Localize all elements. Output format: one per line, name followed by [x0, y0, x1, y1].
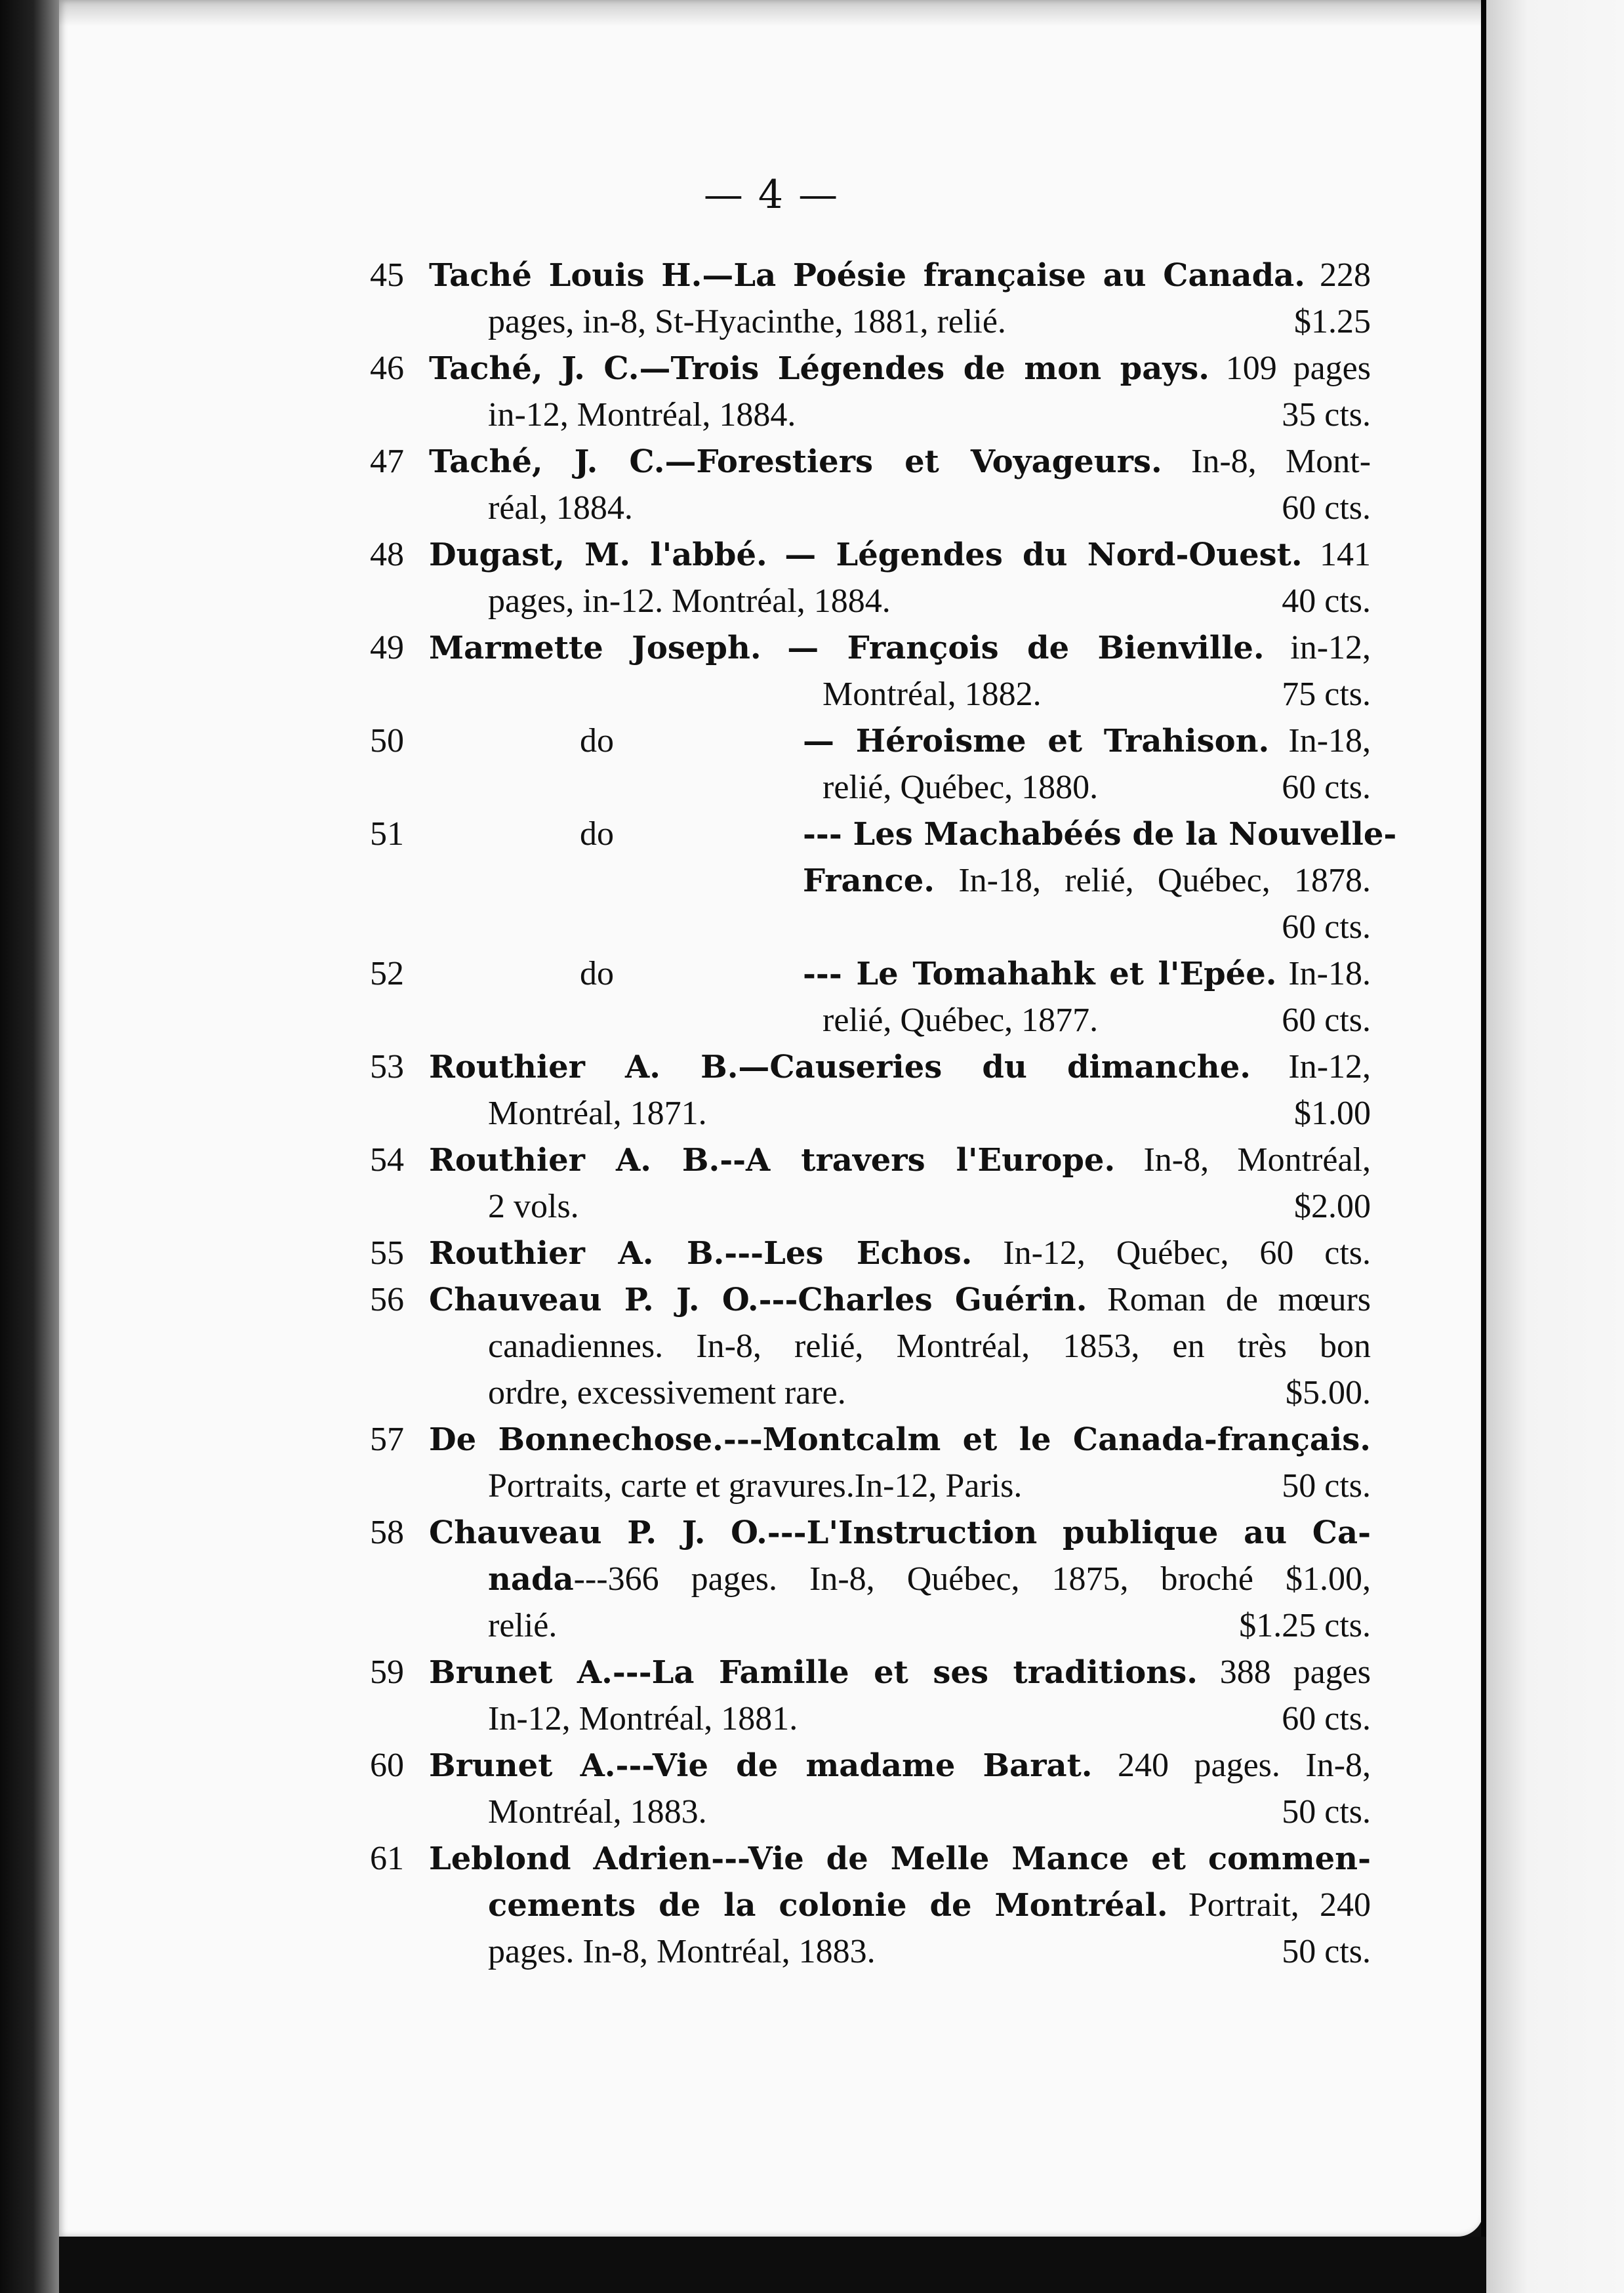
entry-title: —Causeries du dimanche. [738, 1049, 1251, 1086]
entry-details: In-12, Québec, [1003, 1234, 1229, 1272]
entry-details: 2 vols. [488, 1188, 579, 1225]
entry-details: relié. [488, 1607, 558, 1644]
catalog-entry [370, 252, 1371, 298]
entry-title: ---La Famille et ses traditions. [612, 1654, 1198, 1691]
entry-number: 59 [370, 1654, 404, 1691]
entry-number: 55 [370, 1234, 404, 1272]
entry-title: ---Charles Guérin. [758, 1282, 1087, 1318]
entry-number: 61 [370, 1840, 404, 1877]
entry-details: relié, Québec, 1877. [822, 1002, 1099, 1039]
scan-border-right [1486, 0, 1624, 2293]
entry-title: --A travers l'Europe. [720, 1142, 1116, 1179]
entry-author: Chauveau P. J. O. [429, 1282, 759, 1318]
entry-number: 51 [370, 815, 404, 853]
entry-title-continued: France. [803, 862, 935, 899]
entry-price: 60 cts. [1282, 908, 1371, 946]
entry-title: ---L'Instruction publique au Ca- [767, 1514, 1371, 1551]
entry-number: 53 [370, 1048, 404, 1086]
entry-title: —La Poésie française au Canada. [702, 257, 1305, 294]
entry-price: 60 cts. [1282, 1002, 1371, 1039]
catalog-entry [370, 1509, 1371, 1556]
entry-details: Portrait, 240 [1188, 1886, 1371, 1924]
entry-details: in-12, Montréal, 1884. [488, 396, 796, 434]
entry-author: Taché, J. C. [429, 443, 665, 480]
entry-price: 50 cts. [1282, 1467, 1371, 1505]
entry-author: Routhier A. B. [429, 1049, 739, 1086]
entry-author: Taché Louis H. [429, 257, 702, 294]
entry-details: ---366 pages. In-8, Québec, 1875, broché $1.00, [573, 1560, 1371, 1598]
entry-number: 47 [370, 443, 404, 480]
entry-title: —Forestiers et Voyageurs. [664, 443, 1162, 480]
entry-author: Dugast, M. l'abbé. [429, 537, 767, 573]
entry-title: —Trois Légendes de mon pays. [639, 350, 1209, 387]
entry-details: 228 [1320, 256, 1371, 294]
catalog-entry [370, 1137, 1371, 1183]
entry-price: $1.00 [1294, 1095, 1371, 1132]
catalog-entry [370, 811, 1397, 857]
catalog-entry [370, 950, 1371, 997]
entry-details: In-8, Mont- [1191, 443, 1371, 480]
entry-title: ---Vie de Melle Mance et commen- [711, 1840, 1371, 1877]
catalog-entry [370, 1416, 1371, 1463]
entry-title: ---Vie de madame Barat. [615, 1747, 1093, 1784]
entry-price: 40 cts. [1282, 582, 1371, 620]
catalog-entry [370, 1276, 1371, 1323]
entry-details: In-18. [1288, 955, 1371, 992]
entry-price: $1.25 [1294, 303, 1371, 340]
entry-number: 50 [370, 722, 404, 760]
entry-title-continued: nada [488, 1561, 574, 1598]
entry-number: 49 [370, 629, 404, 666]
entry-title: ---Les Echos. [724, 1235, 973, 1272]
catalog-entry [370, 1649, 1371, 1695]
entry-price: $1.25 cts. [1239, 1607, 1371, 1644]
entry-author: Leblond Adrien [429, 1840, 712, 1877]
entry-details: In-18, relié, Québec, 1878. [958, 862, 1371, 899]
entry-author: Marmette Joseph. [429, 630, 761, 666]
catalog-entry [370, 1044, 1371, 1090]
entry-details: Portraits, carte et gravures.In-12, Paris. [488, 1467, 1023, 1505]
entry-details: Montréal, 1883. [488, 1793, 707, 1831]
entry-number: 48 [370, 536, 404, 573]
entry-details: 141 [1320, 536, 1371, 573]
entry-number: 46 [370, 350, 404, 387]
entry-number: 58 [370, 1514, 404, 1551]
entry-title: — François de Bienville. [787, 630, 1265, 666]
entry-details: relié, Québec, 1880. [822, 769, 1099, 806]
scan-border-left [0, 0, 60, 2293]
entry-title: --- Le Tomahahk et l'Epée. [803, 956, 1277, 992]
entry-author: Brunet A. [429, 1747, 616, 1784]
entry-author: De Bonnechose. [429, 1421, 723, 1458]
entry-details: pages. In-8, Montréal, 1883. [488, 1933, 876, 1970]
entry-author: Chauveau P. J. O. [429, 1514, 767, 1551]
entry-number: 52 [370, 955, 404, 992]
entry-author: Routhier A. B. [429, 1235, 725, 1272]
entry-details: 388 pages [1219, 1654, 1371, 1691]
ditto-mark: do [580, 955, 614, 992]
entry-price: 75 cts. [1282, 676, 1371, 713]
entry-details: pages, in-8, St-Hyacinthe, 1881, relié. [488, 303, 1006, 340]
catalog-entry [370, 438, 1371, 485]
entry-details: pages, in-12. Montréal, 1884. [488, 582, 891, 620]
entry-price: 60 cts. [1282, 1700, 1371, 1737]
entry-details: 109 pages [1225, 350, 1371, 387]
entry-author: Taché, J. C. [429, 350, 639, 387]
entry-number: 60 [370, 1747, 404, 1784]
ditto-mark: do [580, 815, 614, 853]
catalog-entry [370, 531, 1371, 578]
entry-title: --- Les Machabéés de la Nouvelle- [803, 816, 1397, 853]
entry-price: 60 cts. [1282, 769, 1371, 806]
catalog-entry [370, 1835, 1371, 1882]
entry-author: Routhier A. B. [429, 1142, 720, 1179]
catalog-entry [370, 345, 1371, 392]
catalog-entry [370, 718, 1371, 764]
entry-price: $5.00. [1286, 1374, 1371, 1411]
catalog-entry [370, 1742, 1371, 1789]
entry-title: — Légendes du Nord-Ouest. [784, 537, 1303, 573]
entry-author: Brunet A. [429, 1654, 613, 1691]
catalog-entry [370, 624, 1371, 671]
entry-details: Roman de mœurs [1107, 1281, 1371, 1318]
entry-title: ---Montcalm et le Canada-français. [723, 1421, 1371, 1458]
catalog-entries [370, 252, 1397, 1975]
entry-details: Montréal, 1882. [822, 676, 1042, 713]
entry-details: In-12, [1288, 1048, 1371, 1086]
scan-border-bottom [59, 2237, 1486, 2293]
entry-number: 56 [370, 1281, 404, 1318]
entry-details: in-12, [1290, 629, 1371, 666]
entry-details: In-12, Montréal, 1881. [488, 1700, 798, 1737]
entry-title: — Héroisme et Trahison. [803, 723, 1270, 760]
entry-details: In-8, Montréal, [1143, 1141, 1371, 1179]
page-edge-shadow [1481, 0, 1486, 2293]
entry-title-continued: cements de la colonie de Montréal. [488, 1887, 1168, 1924]
entry-price: 35 cts. [1282, 396, 1371, 434]
entry-details: canadiennes. In-8, relié, Montréal, 1853, en très bon [488, 1328, 1371, 1365]
entry-price: $2.00 [1294, 1188, 1371, 1225]
entry-details: réal, 1884. [488, 489, 633, 527]
entry-details: In-18, [1288, 722, 1371, 760]
entry-number: 45 [370, 256, 404, 294]
catalog-page [59, 0, 1484, 2237]
entry-details: 240 pages. In-8, [1118, 1747, 1371, 1784]
entry-price: 60 cts. [1282, 489, 1371, 527]
entry-number: 54 [370, 1141, 404, 1179]
entry-details: Montréal, 1871. [488, 1095, 707, 1132]
entry-details: ordre, excessivement rare. [488, 1374, 846, 1411]
catalog-entry [370, 1230, 1371, 1276]
page-number: — 4 — [703, 172, 840, 218]
entry-number: 57 [370, 1421, 404, 1458]
entry-price: 50 cts. [1282, 1933, 1371, 1970]
ditto-mark: do [580, 722, 614, 760]
entry-price: 50 cts. [1282, 1793, 1371, 1831]
entry-price: 60 cts. [1259, 1234, 1371, 1272]
